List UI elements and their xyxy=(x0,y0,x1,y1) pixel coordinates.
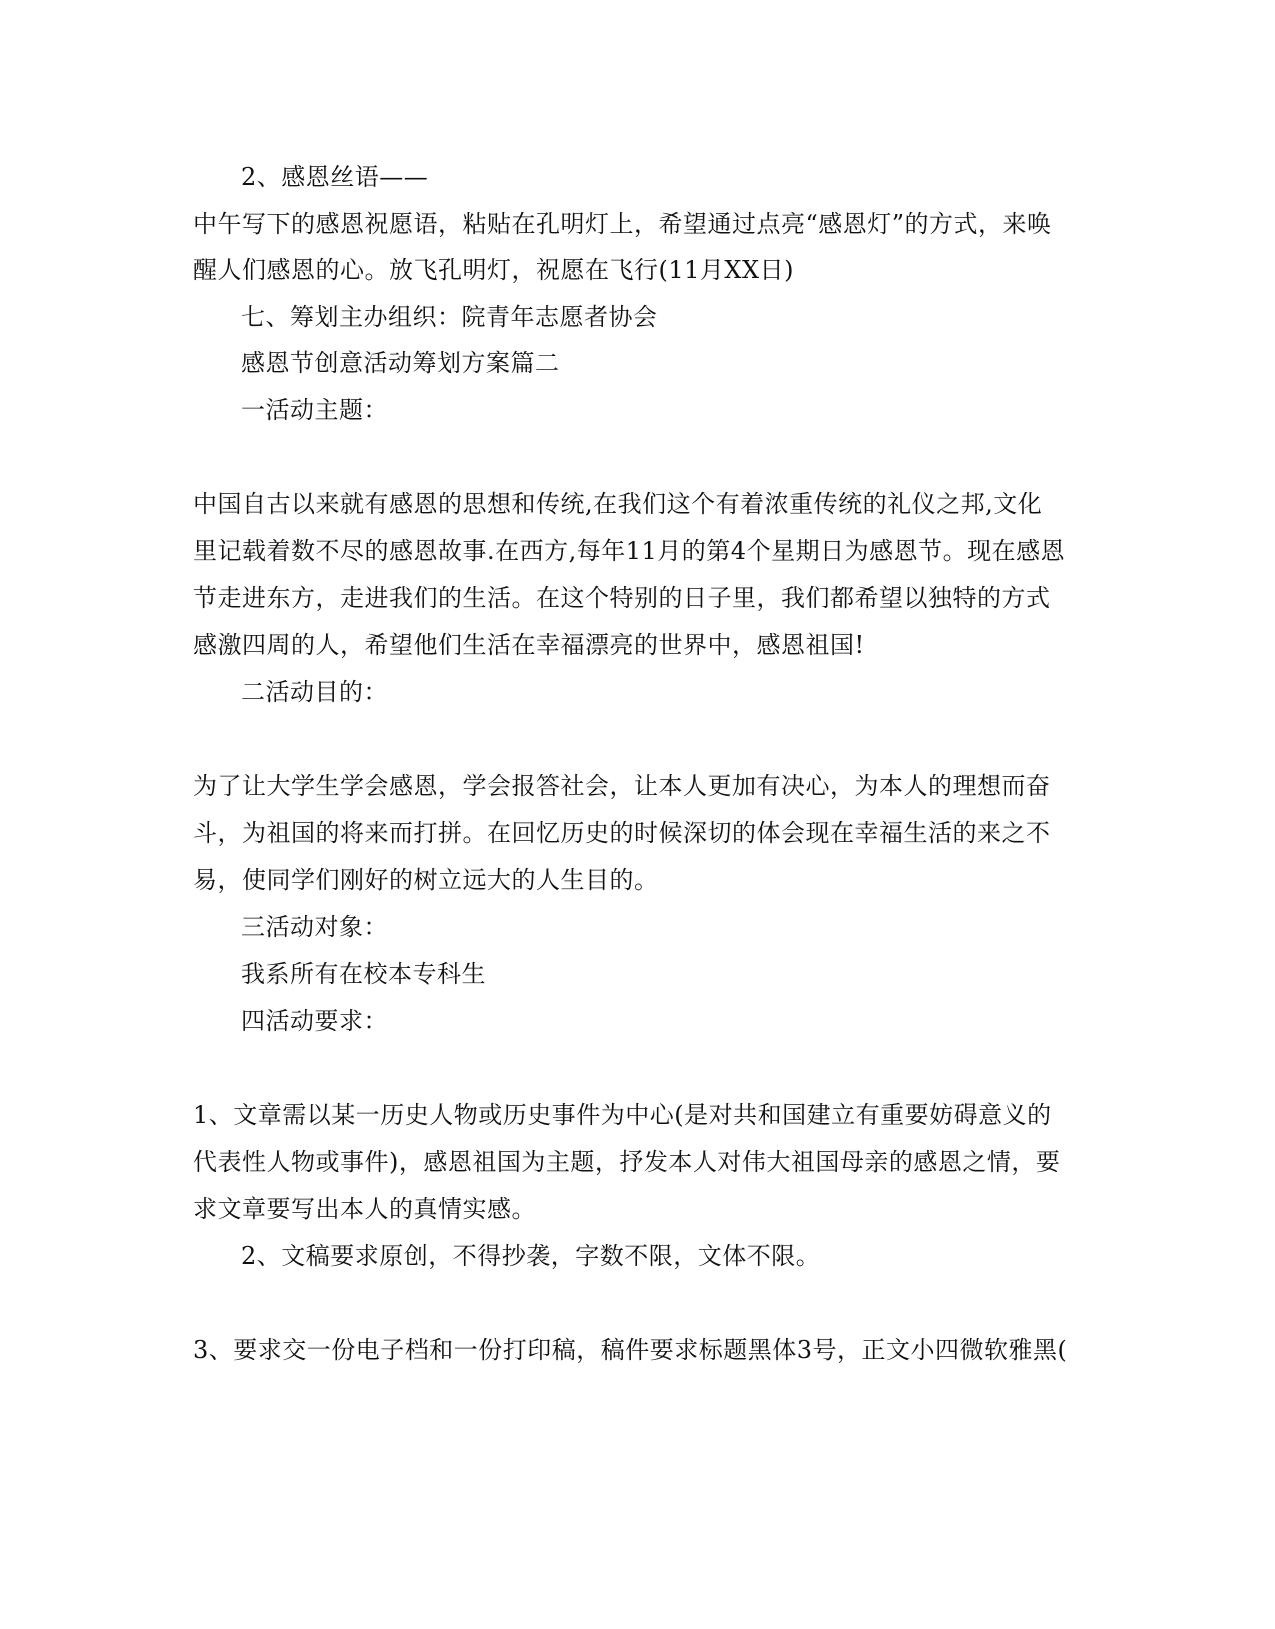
paragraph-line: 我系所有在校本专科生 xyxy=(241,960,486,988)
document-subtitle: 感恩节创意活动筹划方案篇二 xyxy=(241,349,560,377)
paragraph-line: 节走进东方，走进我们的生活。在这个特别的日子里，我们都希望以独特的方式 xyxy=(193,584,1051,612)
list-item-line: 代表性人物或事件)，感恩祖国为主题，抒发本人对伟大祖国母亲的感恩之情，要 xyxy=(193,1148,1061,1176)
section-heading-requirements: 四活动要求： xyxy=(241,1007,388,1035)
paragraph-line: 斗，为祖国的将来而打拼。在回忆历史的时候深切的体会现在幸福生活的来之不 xyxy=(193,819,1051,847)
section-heading-organizer: 七、筹划主办组织：院青年志愿者协会 xyxy=(241,303,658,331)
paragraph-line: 中国自古以来就有感恩的思想和传统,在我们这个有着浓重传统的礼仪之邦,文化 xyxy=(193,490,1043,518)
list-item-line: 1、文章需以某一历史人物或历史事件为中心(是对共和国建立有重要妨碍意义的 xyxy=(193,1101,1052,1129)
section-heading-purpose: 二活动目的： xyxy=(241,678,388,706)
paragraph-line: 里记载着数不尽的感恩故事.在西方,每年11月的第4个星期日为感恩节。现在感恩 xyxy=(193,537,1066,565)
section-heading-audience: 三活动对象： xyxy=(241,913,388,941)
paragraph-line: 醒人们感恩的心。放飞孔明灯，祝愿在飞行(11月XX日) xyxy=(193,256,794,284)
section-heading-theme: 一活动主题： xyxy=(241,396,388,424)
paragraph-line: 易，使同学们刚好的树立远大的人生目的。 xyxy=(193,866,659,894)
paragraph-line: 为了让大学生学会感恩，学会报答社会，让本人更加有决心，为本人的理想而奋 xyxy=(193,772,1051,800)
paragraph-line: 感激四周的人，希望他们生活在幸福漂亮的世界中，感恩祖国! xyxy=(193,631,865,659)
list-item-line: 3、要求交一份电子档和一份打印稿，稿件要求标题黑体3号，正文小四微软雅黑( xyxy=(193,1336,1068,1364)
section-heading-gratitude-words: 2、感恩丝语—— xyxy=(241,163,429,191)
paragraph-line: 中午写下的感恩祝愿语，粘贴在孔明灯上，希望通过点亮“感恩灯”的方式，来唤 xyxy=(193,210,1052,238)
list-item-line: 求文章要写出本人的真情实感。 xyxy=(193,1195,536,1223)
list-item-line: 2、文稿要求原创，不得抄袭，字数不限，文体不限。 xyxy=(241,1242,821,1270)
